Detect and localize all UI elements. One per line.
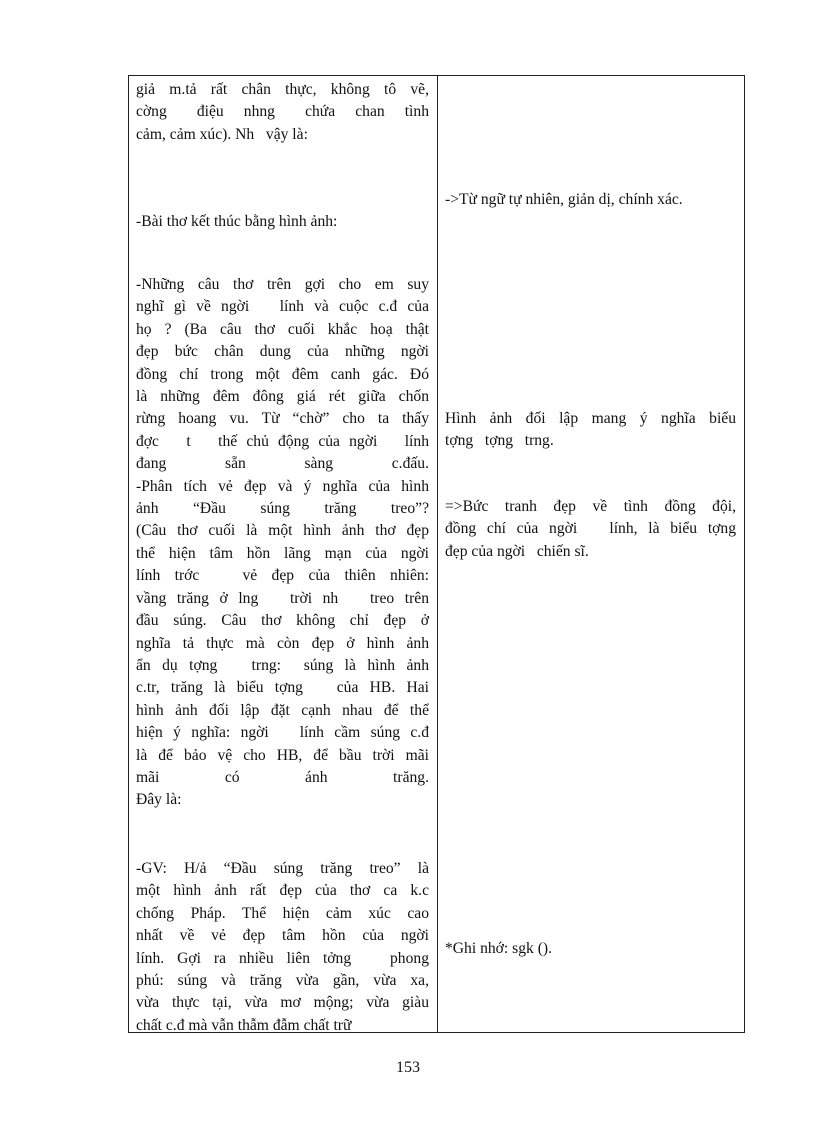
left-block-4 [136,858,429,1037]
text-line: nghĩa tả thực mà còn đẹp ở hình ảnh [136,634,429,652]
text-line: ->Từ ngữ tự nhiên, giản dị, chính xác. [445,191,683,208]
text-line: vừa thực tại, vừa mơ mộng; vừa giàu [136,994,429,1012]
text-line: lính trớc vẻ đẹp của thiên nhiên: [136,567,429,585]
text-line: hiện ý nghĩa: ngời lính cầm súng c.đ [136,724,429,742]
text-line: (Câu thơ cuối là một hình ảnh thơ đẹp [136,522,429,540]
text-line: là những đêm đông giá rét giữa chốn [136,388,429,406]
text-line: cờng điệu nhng chứa chan tình [136,103,429,121]
text-line: thể hiện tâm hồn lãng mạn của ngời [136,544,429,562]
left-block-3 [136,274,429,812]
text-line: hình ảnh đối lập đặt cạnh nhau để thể [136,701,429,719]
left-block-1 [136,79,429,146]
text-line: họ ? (Ba câu thơ cuối khắc hoạ thật [136,320,429,338]
text-line: phú: súng và trăng vừa gần, vừa xa, [136,972,429,990]
text-line: đầu súng. Câu thơ không chỉ đẹp ở [136,612,429,630]
page-number: 153 [396,1059,420,1076]
text-line: cảm, cảm xúc). Nh vậy là: [136,125,308,143]
text-line: lính. Gợi ra nhiều liên tởng phong [136,949,429,967]
text-line: một hình ảnh rất đẹp của thơ ca k.c [136,882,429,900]
text-line: c.tr, trăng là biểu tợng của HB. Hai [136,679,429,697]
text-line: *Ghi nhớ: sgk (). [445,940,553,957]
text-line: -Bài thơ kết thúc bằng hình ảnh: [136,213,338,230]
text-line: đẹp bức chân dung của những ngời [136,343,429,361]
text-line: -GV: H/ả “Đầu súng trăng treo” là [136,860,429,877]
right-block-2 [445,408,736,453]
right-block-4 [445,938,736,960]
text-line: giả m.tả rất chân thực, không tô vẽ, [136,81,429,98]
text-line: rừng hoang vu. Từ “chờ” cho ta thấy [136,410,429,428]
text-line: là để bảo vệ cho HB, để bầu trời mãi [136,746,429,764]
text-line: mãi có ánh trăng. [136,768,429,786]
text-line: vầng trăng ở lng trời nh treo trên [136,589,429,607]
text-line: đợc t thế chủ động của ngời lính [136,432,429,450]
text-line: ảnh “Đầu súng trăng treo”? [136,500,429,518]
text-line: tợng tợng trng. [445,432,554,450]
text-line: đẹp của ngời chiến sĩ. [445,542,589,560]
text-line: chống Pháp. Thể hiện cảm xúc cao [136,904,429,922]
text-line: nghĩ gì về ngời lính và cuộc c.đ của [136,298,429,316]
column-divider [437,76,438,1032]
text-line: -Phân tích vẻ đẹp và ý nghĩa của hình [136,477,429,495]
text-line: -Những câu thơ trên gợi cho em suy [136,276,429,293]
text-line: đồng chí trong một đêm canh gác. Đó [136,365,429,383]
text-line: đang sẵn sàng c.đấu. [136,455,429,473]
right-column [439,76,744,1032]
text-line: chất c.đ mà vẫn thẫm đẫm chất trữ [136,1016,352,1034]
text-line: đồng chí của ngời lính, là biểu tợng [445,520,736,538]
left-column [129,76,437,1032]
text-line: Đây là: [136,791,182,809]
text-line: nhất về vẻ đẹp tâm hồn của ngời [136,927,429,945]
text-line: =>Bức tranh đẹp về tình đồng đội, [445,498,736,515]
text-line: ẩn dụ tợng trng: súng là hình ảnh [136,656,429,674]
text-line: Hình ảnh đối lập mang ý nghĩa biểu [445,410,736,427]
content-table [128,75,745,1033]
right-block-1 [445,189,736,211]
left-block-2 [136,211,429,233]
right-block-3 [445,496,736,563]
